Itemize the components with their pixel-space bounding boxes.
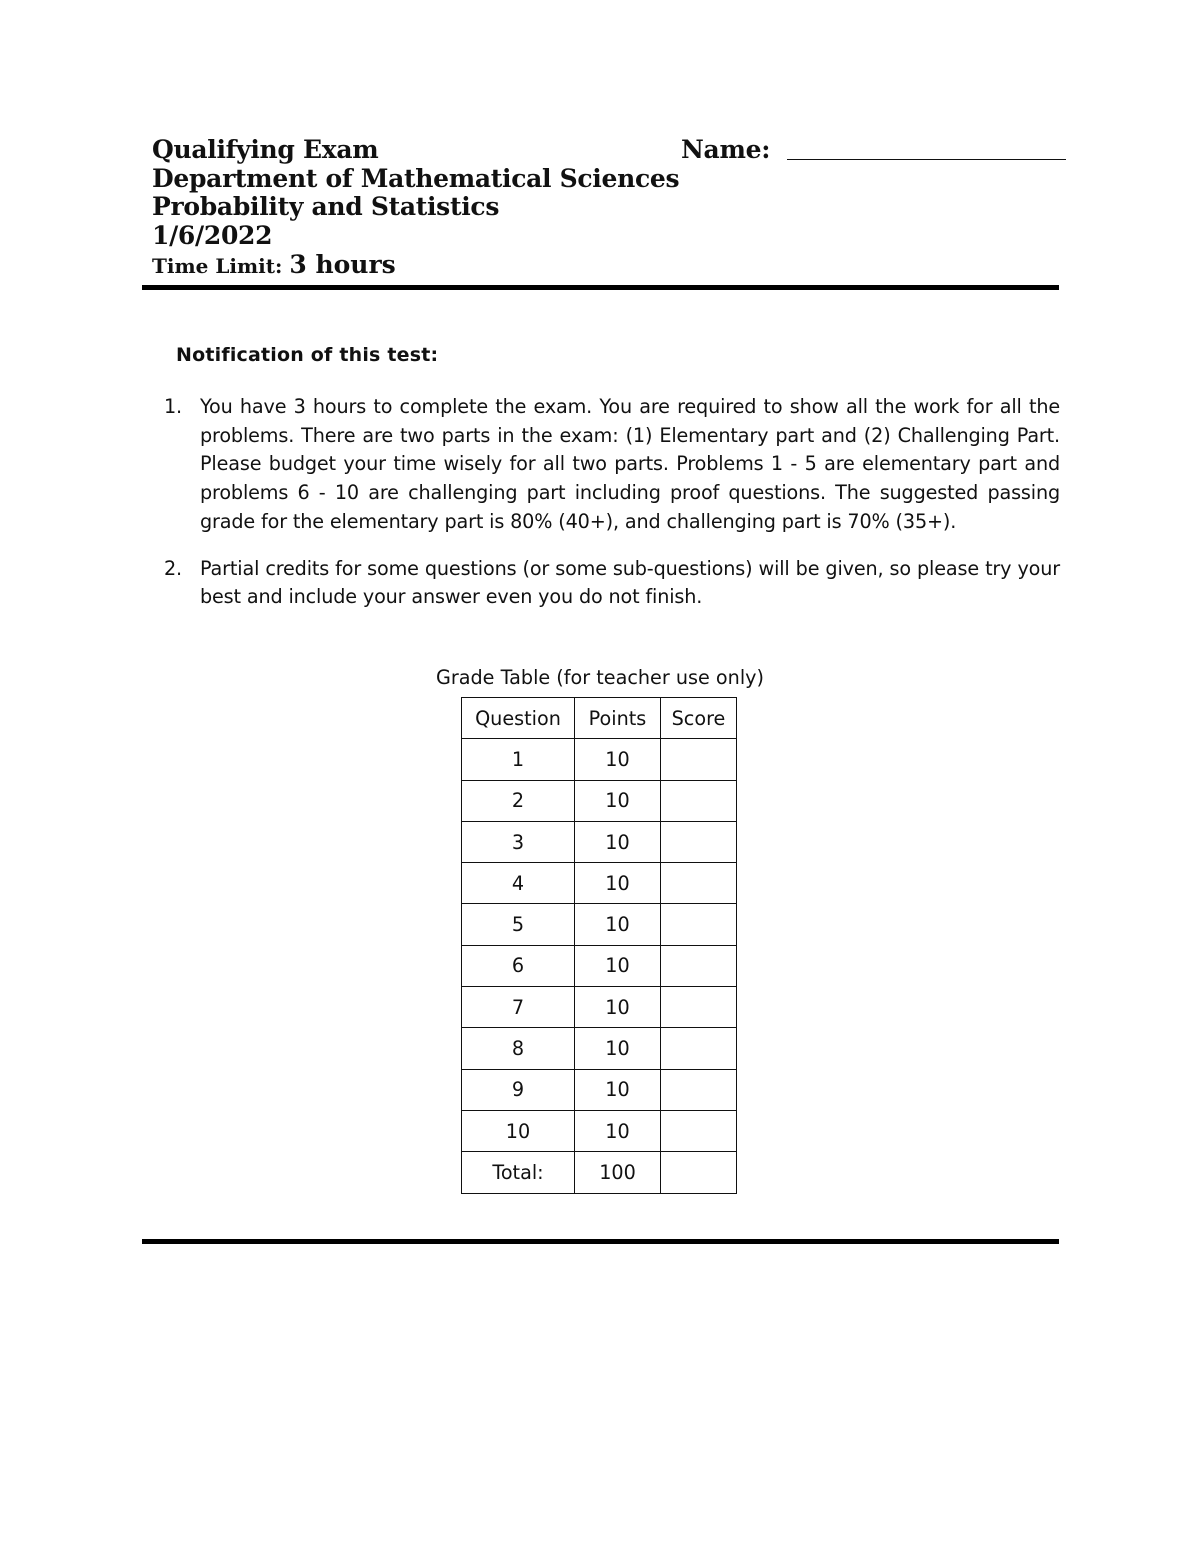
- name-field-line[interactable]: [787, 159, 1066, 160]
- score-cell[interactable]: [661, 821, 737, 862]
- table-cell: 9: [462, 1069, 575, 1110]
- table-row: [462, 1028, 737, 1069]
- column-header: Points: [575, 698, 661, 739]
- list-item: [164, 555, 1060, 612]
- table-row: [462, 780, 737, 821]
- table-cell: 7: [462, 987, 575, 1028]
- column-header: Question: [462, 698, 575, 739]
- score-cell[interactable]: [661, 863, 737, 904]
- table-cell: 10: [575, 945, 661, 986]
- table-row: [462, 1152, 737, 1193]
- score-cell[interactable]: [661, 739, 737, 780]
- table-cell: 100: [575, 1152, 661, 1193]
- table-cell: 10: [575, 987, 661, 1028]
- score-cell[interactable]: [661, 780, 737, 821]
- table-cell: 5: [462, 904, 575, 945]
- table-cell: 6: [462, 945, 575, 986]
- exam-title: Qualifying Exam: [152, 135, 379, 164]
- table-cell: 10: [575, 780, 661, 821]
- score-cell[interactable]: [661, 1028, 737, 1069]
- table-cell: 10: [575, 1028, 661, 1069]
- table-cell: 3: [462, 821, 575, 862]
- table-cell: 10: [575, 863, 661, 904]
- table-cell: Total:: [462, 1152, 575, 1193]
- exam-header: [152, 136, 1064, 281]
- table-cell: 10: [575, 1069, 661, 1110]
- item-text: You have 3 hours to complete the exam. You are required to show all the work for all the problems. There are two parts in the exam: (1) Elementary part and (2) Challenging Part. Please budget your time wisely for all two parts. Problems 1 - 5 are elementary part and problems 6 - 10 are challenging part including proof questions. The suggested passing grade for the elementary part is 80% (40+), and challenging part is 70% (35+).: [200, 395, 1060, 533]
- score-cell[interactable]: [661, 1069, 737, 1110]
- score-cell[interactable]: [661, 987, 737, 1028]
- score-cell[interactable]: [661, 945, 737, 986]
- table-cell: 10: [575, 821, 661, 862]
- table-cell: 2: [462, 780, 575, 821]
- score-cell[interactable]: [661, 904, 737, 945]
- item-number: 1.: [164, 395, 183, 418]
- subject: Probability and Statistics: [152, 192, 500, 221]
- top-rule: [142, 285, 1059, 290]
- score-cell[interactable]: [661, 1152, 737, 1193]
- item-text: Partial credits for some questions (or some sub-questions) will be given, so please try your best and include your answer even you do not finish.: [200, 556, 1060, 609]
- exam-date: 1/6/2022: [152, 220, 273, 250]
- table-cell: 1: [462, 739, 575, 780]
- notification-heading: Notification of this test:: [176, 344, 439, 366]
- table-cell: 10: [575, 904, 661, 945]
- table-row: [462, 904, 737, 945]
- table-row: [462, 1110, 737, 1151]
- table-cell: 4: [462, 863, 575, 904]
- table-cell: 10: [575, 739, 661, 780]
- score-cell[interactable]: [661, 1110, 737, 1151]
- table-row: [462, 987, 737, 1028]
- list-item: [164, 393, 1060, 537]
- department: Department of Mathematical Sciences: [152, 163, 680, 193]
- table-row: [462, 739, 737, 780]
- table-row: [462, 1069, 737, 1110]
- table-cell: 10: [462, 1110, 575, 1151]
- item-number: 2.: [164, 556, 183, 580]
- table-header-row: [462, 698, 737, 739]
- notification-list: [164, 393, 1060, 630]
- bottom-rule: [142, 1239, 1059, 1244]
- time-limit: [152, 250, 1064, 281]
- column-header: Score: [661, 698, 737, 739]
- table-row: [462, 821, 737, 862]
- table-cell: 8: [462, 1028, 575, 1069]
- table-cell: 10: [575, 1110, 661, 1151]
- grade-table: [461, 697, 737, 1194]
- name-label: Name:: [681, 135, 771, 164]
- header-row-1: [152, 136, 1064, 165]
- table-row: [462, 945, 737, 986]
- time-limit-label: Time Limit:: [152, 254, 283, 278]
- table-row: [462, 863, 737, 904]
- grade-table-caption: Grade Table (for teacher use only): [435, 666, 764, 689]
- time-limit-value: 3 hours: [289, 250, 396, 279]
